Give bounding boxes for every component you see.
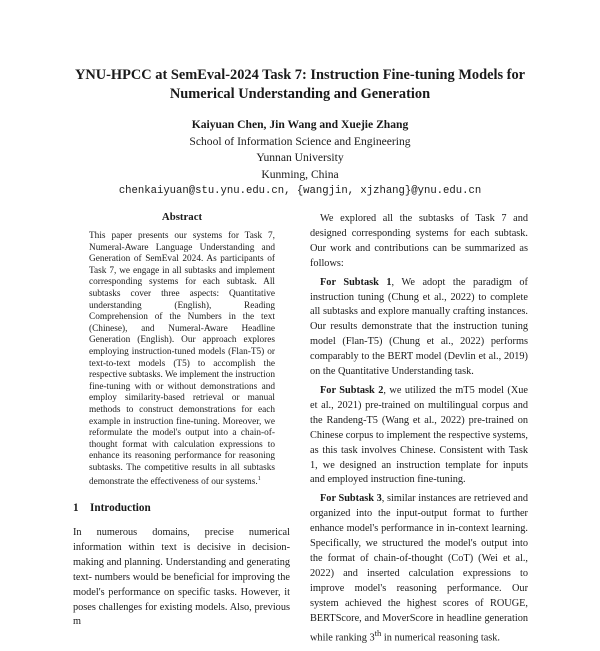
affiliation-location: Kunming, China [261, 167, 339, 181]
subtask1-paragraph [310, 276, 528, 380]
abstract-body [89, 231, 275, 489]
section-title: Introduction [90, 502, 151, 514]
subtask2-text: , we utilized the mT5 model (Xue et al., 2021) pre-trained on multilingual corpus and the Randeng-T5 (Wang et al., 2022) pre-trained on Chinese corpus to implement the respective systems, as this task involves Chinese. Consistent with Task 1, we designed an instruction template for inputs and employed instruction fine-tuning. [310, 384, 528, 486]
rank-superscript: th [374, 628, 382, 639]
right-column [310, 212, 528, 651]
paper-title-line-2: Numerical Understanding and Generation [169, 86, 431, 102]
abstract-text: This paper presents our systems for Task 7, Numeral-Aware Language Understanding and Generation of SemEval 2024. As participants of Task 7, we engage in all subtasks and implement corresponding systems for each subtask. All subtasks cover three aspects: Quantitative understanding (English), Reading Comprehension of the Numbers in the text (Chinese), and Numeral-Aware Headline Generation (English). Our approach explores employing instruction-tuned models (Flan-T5) or text-to-text models (T5) to accomplish the respective subtasks. We implement the instruction fine-tuning with or without demonstrations and employ similarity-based retrieval or manual methods to construct demonstrations for each example in instruction fine-tuning. Moreover, we reformulate the model's output into a chain-of-thought format with calculation expressions to enhance its reasoning performance for reasoning subtasks. The competitive results in all subtasks demonstrate the effectiveness of our systems. [89, 231, 276, 488]
author-emails: chenkaiyuan@stu.ynu.edu.cn, {wangjin, xjzhang}@ynu.edu.cn [118, 185, 482, 197]
subtask3-label: For Subtask 3 [320, 493, 382, 505]
subtask1-label: For Subtask 1 [320, 276, 392, 288]
footnote-marker: 1 [257, 476, 261, 483]
author-names: Kaiyuan Chen, Jin Wang and Xuejie Zhang [191, 118, 409, 131]
introduction-paragraph: In numerous domains, precise numerical information within text is decisive in decision-making and planning. Understanding and generating text- numbers would be beneficial for improving the model's performance on specific tasks. However, it poses challenges for existing models. Also, previous m [73, 527, 290, 628]
abstract-heading: Abstract [161, 211, 203, 223]
affiliation-university: Yunnan University [256, 151, 344, 164]
subtask2-paragraph [310, 384, 528, 488]
subtask3-text: , similar instances are retrieved and organized into the input-output format to further enhance model's performance in in-context learning. Specifically, we structured the model's output into the format of chain-of-thought (CoT) (Wei et al., 2022) and inserted calculation expressions to improve model's reasoning performance. Our system achieved the highest scores of ROUGE, BERTScore, and MoverScore in headline generation while ranking 3 [310, 493, 528, 644]
subtask2-label: For Subtask 2 [320, 384, 384, 396]
subtask3-tail: in numerical reasoning task. [381, 632, 500, 644]
affiliation-school: School of Information Science and Engineering [189, 134, 411, 148]
section-heading-introduction [73, 502, 293, 514]
subtask3-paragraph [310, 492, 528, 646]
paper-title [40, 66, 560, 104]
section-number: 1 [73, 502, 79, 514]
author-block [60, 117, 540, 200]
contributions-intro: We explored all the subtasks of Task 7 and designed corresponding systems for each subtask. Our work and contributions can be summarized as follows: [310, 213, 528, 269]
paper-title-line-1: YNU-HPCC at SemEval-2024 Task 7: Instruction Fine-tuning Models for [74, 67, 526, 83]
subtask1-text: , We adopt the paradigm of instruction tuning (Chung et al., 2022) to complete all subtasks and explore manually crafting instances. Our results demonstrate that the instruction tuning model (Flan-T5) (Chung et al., 2022) performs comparably to the BERT model (Devlin et al., 2019) on the Quantitative Understanding task. [310, 276, 528, 378]
